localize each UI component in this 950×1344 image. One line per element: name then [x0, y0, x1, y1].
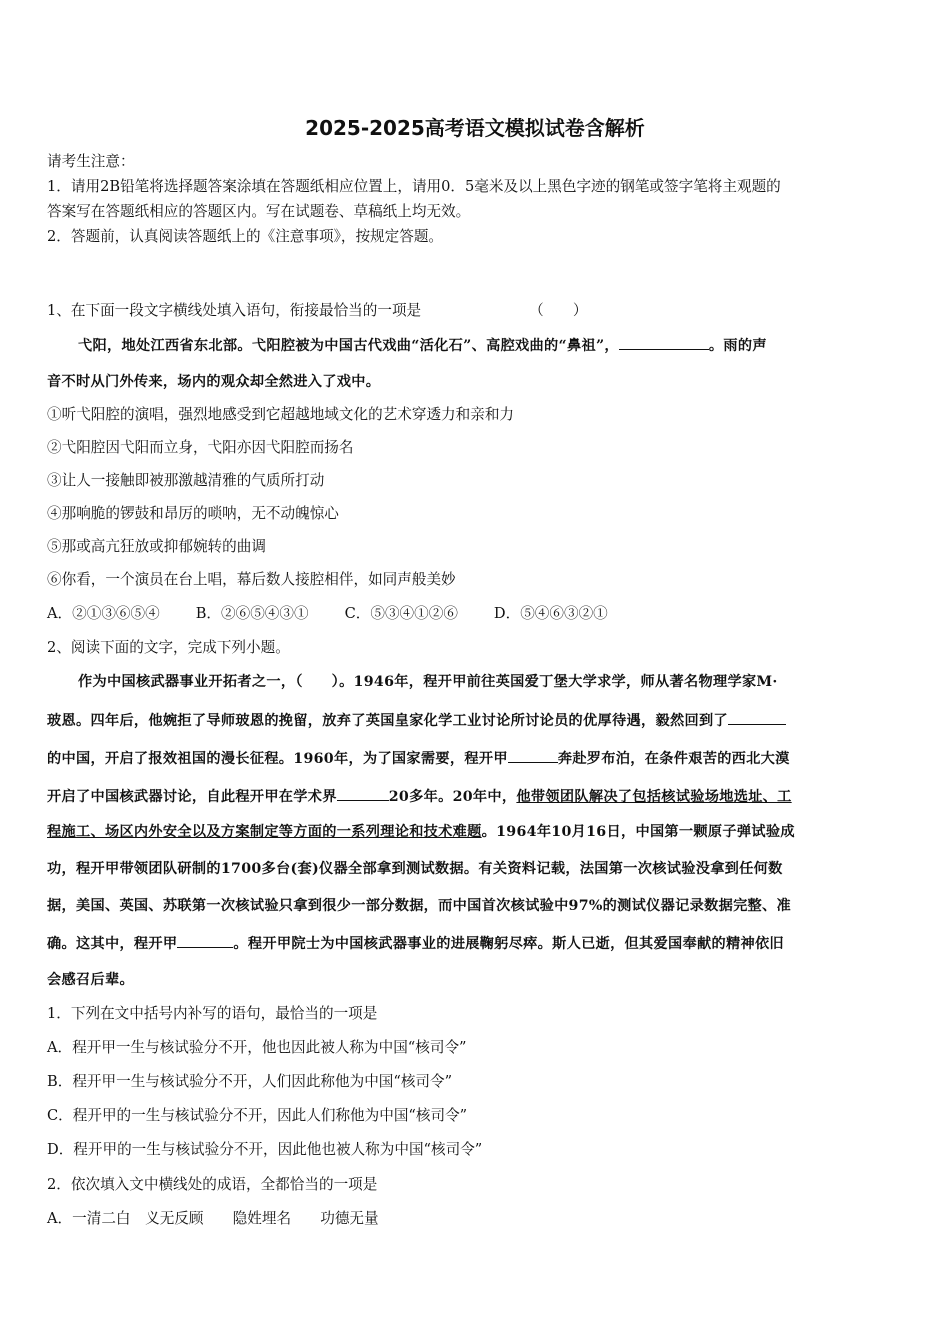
q2-sub1-option-d[interactable]: D．程开甲的一生与核试验分不开，因此他也被人称为中国“核司令”: [47, 1141, 483, 1158]
q2-sub1-option-b[interactable]: B．程开甲一生与核试验分不开，人们因此称他为中国“核司令”: [47, 1073, 453, 1090]
q2-sub1-option-a[interactable]: A．程开甲一生与核试验分不开，他也因此被人称为中国“核司令”: [47, 1039, 467, 1056]
q1-item: ⑤那或高亢狂放或抑郁婉转的曲调: [47, 538, 266, 555]
q2-blank-4: [177, 933, 233, 948]
q2-sub2-stem: 2．依次填入文中横线处的成语，全都恰当的一项是: [47, 1176, 378, 1193]
q2-passage-text: 20多年。20年中，: [388, 789, 517, 805]
q2-passage-text: 。程开甲院士为中国核武器事业的进展鞠躬尽瘁。斯人已逝，但其爱国奉献的精神依旧: [233, 936, 784, 952]
q2-passage-line-1: 作为中国核武器事业开拓者之一，（ ）。1946年，程开甲前往英国爱丁堡大学求学，师从著名物理学家M·: [78, 674, 778, 690]
notice-item-1-line-1: 1．请用2B铅笔将选择题答案涂填在答题纸相应位置上，请用0．5毫米及以上黑色字迹的钢笔或签字笔将主观题的: [47, 178, 781, 195]
q2-passage-text: 开启了中国核武器讨论，自此程开甲在学术界: [47, 789, 337, 805]
q1-passage-text-b: 。雨的声: [708, 338, 767, 354]
q1-options: [47, 604, 644, 624]
q2-passage-line-7: 据，美国、英国、苏联第一次核试验只拿到很少一部分数据，而中国首次核试验中97%的测试仪器记录数据完整、准: [47, 898, 792, 914]
q1-option-b[interactable]: B．②⑥⑤④③①: [195, 605, 309, 622]
q2-passage-line-9: 会感召后辈。: [47, 972, 134, 988]
q1-option-c[interactable]: C．⑤③④①②⑥: [344, 605, 458, 622]
q2-passage-line-2: [47, 710, 786, 731]
q1-stem-text: 1、在下面一段文字横线处填入语句，衔接最恰当的一项是: [47, 302, 422, 319]
q2-blank-1: [728, 710, 786, 725]
q1-passage-text-a: 弋阳，地处江西省东北部。弋阳腔被为中国古代戏曲“活化石”、高腔戏曲的“鼻祖”，: [78, 338, 619, 354]
q1-passage-blank: [619, 335, 709, 350]
q1-option-a[interactable]: A．②①③⑥⑤④: [47, 605, 160, 622]
q2-passage-line-8: [47, 933, 784, 954]
notice-heading: 请考生注意：: [47, 153, 135, 170]
q2-sub1-stem: 1．下列在文中括号内补写的语句，最恰当的一项是: [47, 1005, 378, 1022]
q2-passage-line-6: 功，程开甲带领团队研制的1700多台(套)仪器全部拿到测试数据。有关资料记载，法国第一次核试验没拿到任何数: [47, 861, 783, 877]
q2-passage-text: 奔赴罗布泊，在条件艰苦的西北大漠: [557, 751, 790, 767]
q2-passage-text: 。1964年10月16日，中国第一颗原子弹试验成: [481, 824, 795, 840]
notice-item-1-line-2: 答案写在答题纸相应的答题区内。写在试题卷、草稿纸上均无效。: [47, 203, 471, 220]
q2-passage-text: 玻恩。四年后，他婉拒了导师玻恩的挽留，放弃了英国皇家化学工业讨论所讨论员的优厚待遇，毅然回到了: [47, 713, 728, 729]
q2-passage-line-5: [47, 822, 795, 842]
q2-passage-text: 确。这其中，程开甲: [47, 936, 178, 952]
q2-sub1-option-c[interactable]: C．程开甲的一生与核试验分不开，因此人们称他为中国“核司令”: [47, 1107, 468, 1124]
notice-item-2: 2．答题前，认真阅读答题纸上的《注意事项》，按规定答题。: [47, 228, 444, 245]
q2-underlined-sentence-b: 程施工、场区内外安全以及方案制定等方面的一系列理论和技术难题: [47, 824, 482, 840]
q1-option-d[interactable]: D．⑤④⑥③②①: [493, 605, 608, 622]
q1-item: ①听弋阳腔的演唱，强烈地感受到它超越地域文化的艺术穿透力和亲和力: [47, 406, 515, 423]
q2-underlined-sentence-a: 他带领团队解决了包括核试验场地选址、工: [516, 789, 792, 805]
q1-item: ④那响脆的锣鼓和昂厉的唢呐，无不动魄惊心: [47, 505, 339, 522]
q2-passage-line-4: [47, 786, 792, 807]
q1-stem: [47, 301, 588, 321]
q1-answer-bracket: （ ）: [529, 302, 588, 319]
q2-passage-text: 的中国，开启了报效祖国的漫长征程。1960年，为了国家需要，程开甲: [47, 751, 508, 767]
q1-passage-line-2: 音不时从门外传来，场内的观众却全然进入了戏中。: [47, 374, 381, 390]
q2-stem: 2、阅读下面的文字，完成下列小题。: [47, 639, 290, 656]
q2-blank-3: [337, 786, 389, 801]
q1-item: ⑥你看，一个演员在台上唱，幕后数人接腔相伴，如同声般美妙: [47, 571, 456, 588]
q1-item: ②弋阳腔因弋阳而立身，弋阳亦因弋阳腔而扬名: [47, 439, 354, 456]
q1-item: ③让人一接触即被那激越清雅的气质所打动: [47, 472, 325, 489]
q1-passage-line-1: [78, 335, 767, 356]
q2-sub2-option-a[interactable]: A．一清二白 义无反顾 隐姓埋名 功德无量: [47, 1210, 379, 1227]
q2-blank-2: [508, 748, 558, 763]
page-title: 2025-2025高考语文模拟试卷含解析: [305, 116, 645, 140]
q2-passage-line-3: [47, 748, 790, 769]
